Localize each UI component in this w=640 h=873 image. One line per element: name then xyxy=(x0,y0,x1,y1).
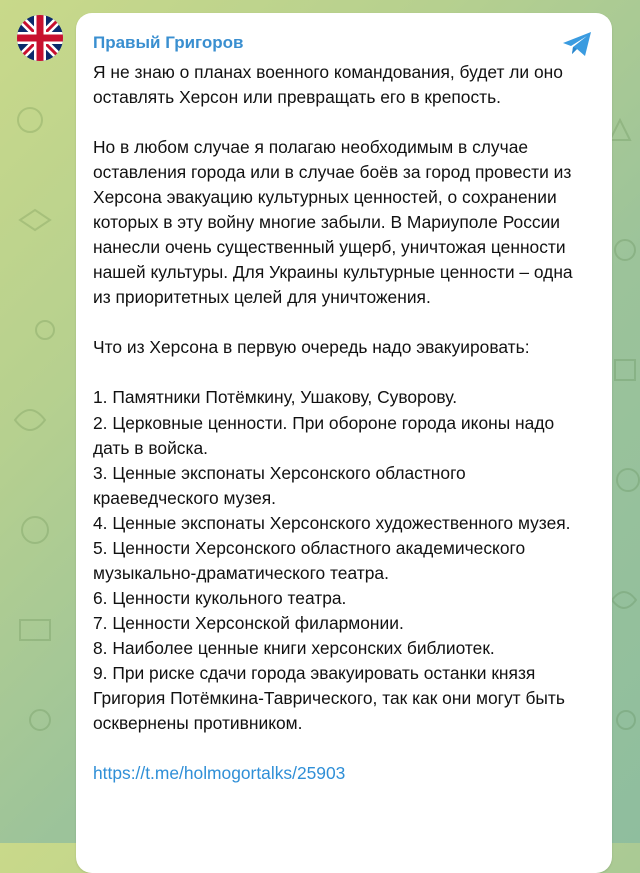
post-link[interactable]: https://t.me/holmogortalks/25903 xyxy=(93,763,346,784)
list-item: 7. Ценности Херсонской филармонии. xyxy=(93,612,404,633)
post-body xyxy=(93,60,593,786)
paper-plane-icon xyxy=(560,29,594,59)
list-item: 9. При риске сдачи города эвакуировать останки князя Григория Потёмкина-Таврического, так как они могут быть осквернены противником. xyxy=(93,662,565,734)
list-item: 3. Ценные экспонаты Херсонского областного краеведческого музея. xyxy=(93,462,466,508)
post-intro: Я не знаю о планах военного командования, будет ли оно оставлять Херсон или превращать его в крепость. xyxy=(93,62,563,108)
uk-flag-icon xyxy=(17,15,63,61)
list-item: 2. Церковные ценности. При обороне города иконы надо дать в войска. xyxy=(93,412,555,458)
list-item: 4. Ценные экспонаты Херсонского художественного музея. xyxy=(93,512,571,533)
message-card xyxy=(76,13,612,873)
channel-name[interactable]: Правый Григоров xyxy=(93,33,244,52)
post-question: Что из Херсона в первую очередь надо эвакуировать: xyxy=(93,337,530,358)
list-item: 5. Ценности Херсонского областного академического музыкально-драматического театра. xyxy=(93,537,526,583)
channel-avatar[interactable] xyxy=(17,15,63,61)
list-item: 1. Памятники Потёмкину, Ушакову, Суворову. xyxy=(93,387,458,408)
telegram-share-icon[interactable] xyxy=(560,29,594,59)
post-paragraph: Но в любом случае я полагаю необходимым в случае оставления города или в случае боёв за город провести из Херсона эвакуацию культурных ценностей, о сохранении которых в эту войну многие забыли. В Мариуполе России нанесли очень существенный ущерб, уничтожая ценности нашей культуры. Для Украины культурные ценности – одна из приоритетных целей для уничтожения. xyxy=(93,137,573,308)
list-item: 8. Наиболее ценные книги херсонских библиотек. xyxy=(93,637,495,658)
list-item: 6. Ценности кукольного театра. xyxy=(93,587,347,608)
